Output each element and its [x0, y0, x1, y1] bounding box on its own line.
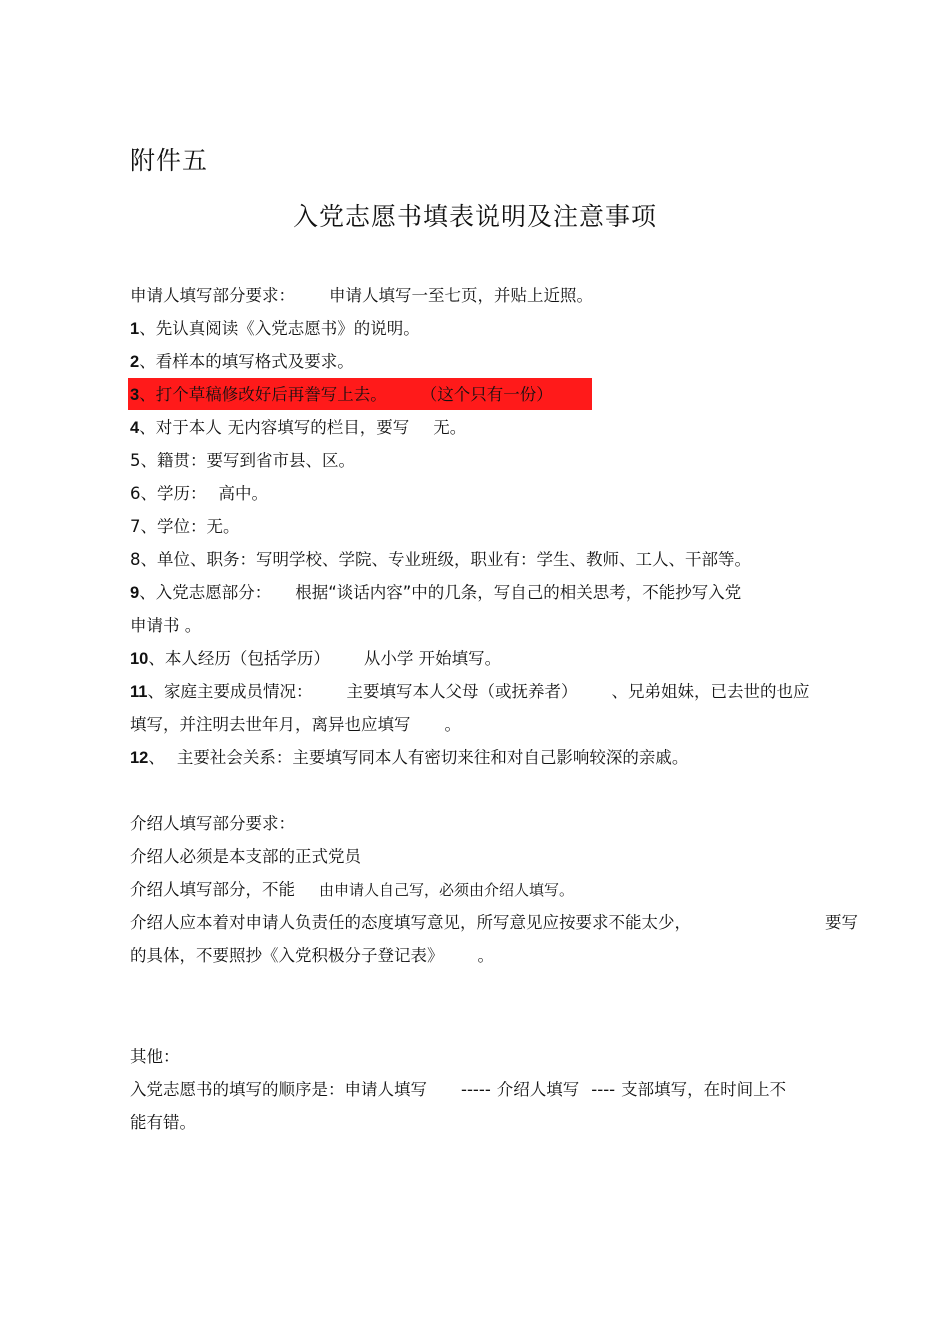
list-item: 2、看样本的填写格式及要求。	[130, 352, 354, 371]
list-item-continuation: 申请书 。	[130, 616, 202, 635]
page-title: 入党志愿书填表说明及注意事项	[292, 202, 657, 231]
introducer-line: 介绍人填写部分，不能 由申请人自己写，必须由介绍人填写。	[130, 880, 575, 899]
red-highlight: 3、打个草稿修改好后再誊写上去。 （这个只有一份）	[128, 378, 592, 410]
list-item: 1、先认真阅读《入党志愿书》的说明。	[130, 319, 420, 338]
attachment-label: 附件五	[130, 146, 209, 175]
list-item: 6、学历： 高中。	[130, 484, 268, 503]
list-item: 5、籍贯：要写到省市县、区。	[130, 451, 355, 470]
other-line: 能有错。	[130, 1113, 196, 1132]
introducer-line: 介绍人应本着对申请人负责任的态度填写意见，所写意见应按要求不能太少， 要写	[130, 913, 858, 932]
list-item-continuation: 填写，并注明去世年月，离异也应填写 。	[130, 715, 461, 734]
applicant-section	[130, 279, 870, 774]
introducer-line: 的具体，不要照抄《入党积极分子登记表》 。	[130, 946, 494, 965]
list-item: 11、家庭主要成员情况： 主要填写本人父母（或抚养者） 、兄弟姐妹，已去世的也应	[130, 682, 810, 701]
list-item: 7、学位：无。	[130, 517, 240, 536]
other-section	[130, 1040, 870, 1139]
other-line: 入党志愿书的填写的顺序是：申请人填写 ----- 介绍人填写 ---- 支部填写，在时间上不	[130, 1080, 787, 1099]
list-item: 10、本人经历（包括学历） 从小学 开始填写。	[130, 649, 502, 668]
introducer-line: 介绍人必须是本支部的正式党员	[130, 847, 361, 866]
introducer-heading: 介绍人填写部分要求：	[130, 814, 295, 833]
list-item-highlighted	[130, 378, 870, 411]
introducer-section	[130, 807, 870, 972]
applicant-heading: 申请人填写部分要求： 申请人填写一至七页，并贴上近照。	[130, 286, 593, 305]
other-heading: 其他：	[130, 1047, 180, 1066]
list-item: 4、对于本人 无内容填写的栏目，要写 无。	[130, 418, 467, 437]
list-item: 8、单位、职务：写明学校、学院、专业班级，职业有：学生、教师、工人、干部等。	[130, 550, 751, 569]
list-item: 12、 主要社会关系：主要填写同本人有密切来往和对自己影响较深的亲戚。	[130, 748, 689, 767]
list-item: 9、入党志愿部分： 根据“谈话内容”中的几条，写自己的相关思考，不能抄写入党	[130, 583, 742, 602]
